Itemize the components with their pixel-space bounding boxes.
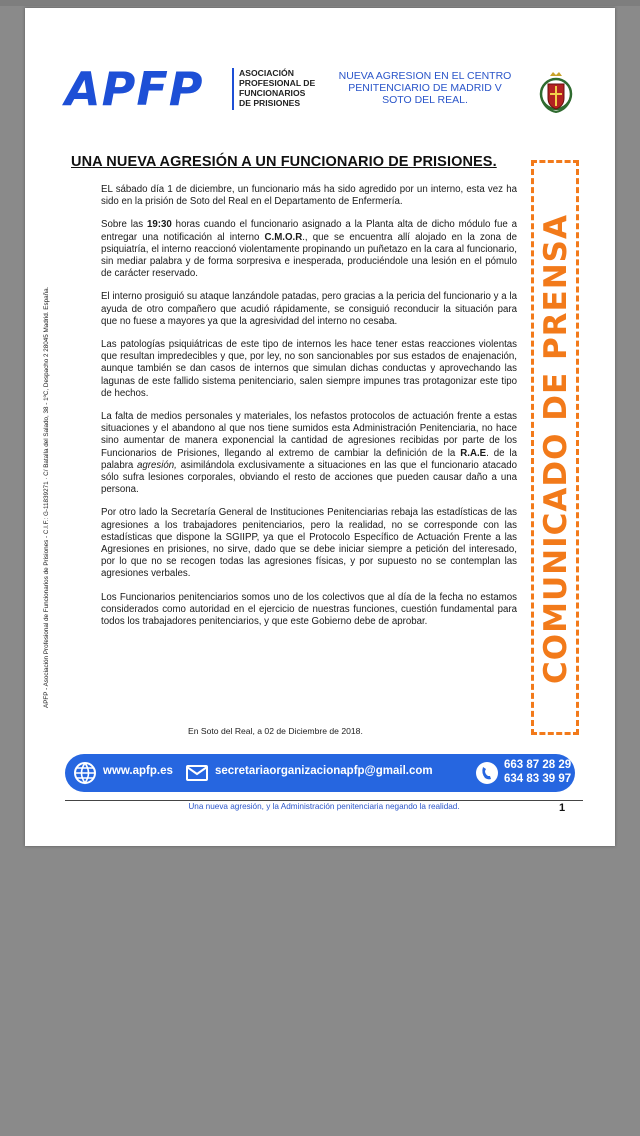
sidebar-legal-text: APFP - Asociación Profesional de Funcionarios de Prisiones - C.I.F.: G-11839271 · C/ Batalla del Salado, 38 - 1ºC, Despacho 2 28045 Madrid. España. xyxy=(43,286,50,708)
phone-numbers xyxy=(504,758,571,786)
website-link[interactable]: www.apfp.es xyxy=(103,765,173,777)
phone-number[interactable]: 663 87 28 29 xyxy=(504,759,572,771)
coat-of-arms-icon xyxy=(538,70,574,114)
globe-icon xyxy=(73,761,97,785)
logo-divider xyxy=(232,68,234,110)
org-line: DE PRISIONES xyxy=(239,98,301,108)
word-italic: agresión, xyxy=(137,459,177,471)
org-line: PROFESIONAL DE xyxy=(239,78,316,88)
document-body xyxy=(101,184,517,639)
phone-icon xyxy=(475,761,499,785)
paragraph: Por otro lado la Secretaría General de Instituciones Penitenciarias rebaja las estadísticas de las agresiones a los trabajadores penitenciarios, pero la realidad, no se corresponde con las estadísticas que dispone la SGIIPP, ya que el Protocolo Específico de Actuación Frente a las Agresiones en prisiones, no sirve, dado que se debe iniciar siempre a petición del interesado, por lo que no se recogen todas las agresiones físicas, y por supuesto no se contemplan las agresiones verbales. xyxy=(101,507,517,580)
apfp-logo: APFP xyxy=(65,62,204,116)
headline-line: PENITENCIARIO DE MADRID V xyxy=(348,82,502,94)
paragraph: Sobre las 19:30 horas cuando el funcionario asignado a la Planta alta de dicho módulo fue a entregar una notificación al interno C.M.O.R., que se encuentra allí alojado en la zona de psiquiatría, el interno reaccionó violentamente propinando un puñetazo en la cara al funcionario, sin mediar palabra y de forma sorpresiva e inesperada, produciéndole una lesión en el pómulo de carácter reservado. xyxy=(101,219,518,280)
signoff-date: En Soto del Real, a 02 de Diciembre de 2018. xyxy=(188,726,363,736)
email-link[interactable]: secretariaorganizacionapfp@gmail.com xyxy=(215,765,433,777)
time-bold: 19:30 xyxy=(147,219,172,231)
headline-line: SOTO DEL REAL. xyxy=(382,94,468,106)
org-line: FUNCIONARIOS xyxy=(239,88,306,98)
paragraph: Los Funcionarios penitenciarios somos uno de los colectivos que al día de la fecha no estamos considerados como autoridad en el ejercicio de nuestras funciones, cuestión fundamental para todos los trabajadores penitenciarios, y que este Gobierno debe de aprobar. xyxy=(101,591,517,628)
viewer-top-strip xyxy=(0,0,640,6)
footer-divider xyxy=(65,800,583,801)
contact-bar xyxy=(65,754,575,792)
press-release-stamp xyxy=(531,160,579,735)
header-headline xyxy=(335,70,515,106)
paragraph: EL sábado día 1 de diciembre, un funcionario más ha sido agredido por un interno, esta vez ha sido en la prisión de Soto del Real en el Departamento de Enfermería. xyxy=(101,184,517,208)
paragraph: Las patologías psiquiátricas de este tipo de internos les hace tener estas reacciones violentas que resultan impredecibles y que, por ley, no son sancionables por sus estados de enajenación, aunque también se dan casos de internos que simulan dichas conductas y aprovechando las lagunas de este fallido sistema penitenciario, salen siempre impunes tras protagonizar este tipo de hechos. xyxy=(101,339,517,399)
paragraph: El interno prosiguió su ataque lanzándole patadas, pero gracias a la pericia del funcionario y a la ayuda de otro compañero que acudió rápidamente, se consiguió reconducir la situación para que no fuese a mayores ya que la agresividad del interno no cesaba. xyxy=(101,291,517,327)
org-line: ASOCIACIÓN xyxy=(239,68,294,78)
headline-line: NUEVA AGRESION EN EL CENTRO xyxy=(338,70,512,82)
organization-name xyxy=(239,68,315,108)
rae-bold: R.A.E xyxy=(460,447,487,459)
press-release-label: COMUNICADO DE PRENSA xyxy=(538,214,574,684)
footer-caption: Una nueva agresión, y la Administración penitenciaria negando la realidad. xyxy=(188,802,460,811)
paragraph: La falta de medios personales y materiales, los nefastos protocolos de actuación frente a estas situaciones y el abandono al que nos tiene sumidos esta Administración Penitenciaria, no hace sino aumentar de manera exponencial la cantidad de agresiones recibidas por parte de los Funcionarios de Prisiones, llegando al extremo de cambiar la definición de la R.A.E. de la palabra agresión, asimilándola exclusivamente a situaciones en las que el funcionario atacado sólo sufra lesiones corporales, obviando el resto de acciones que pueden causar daño a una persona. xyxy=(101,411,517,496)
document-page xyxy=(25,8,615,846)
document-title: UNA NUEVA AGRESIÓN A UN FUNCIONARIO DE PRISIONES. xyxy=(71,154,497,170)
email-icon xyxy=(185,761,209,785)
phone-number[interactable]: 634 83 39 97 xyxy=(504,773,572,785)
page-number: 1 xyxy=(559,802,566,814)
inmate-initials: C.M.O.R xyxy=(264,231,303,243)
